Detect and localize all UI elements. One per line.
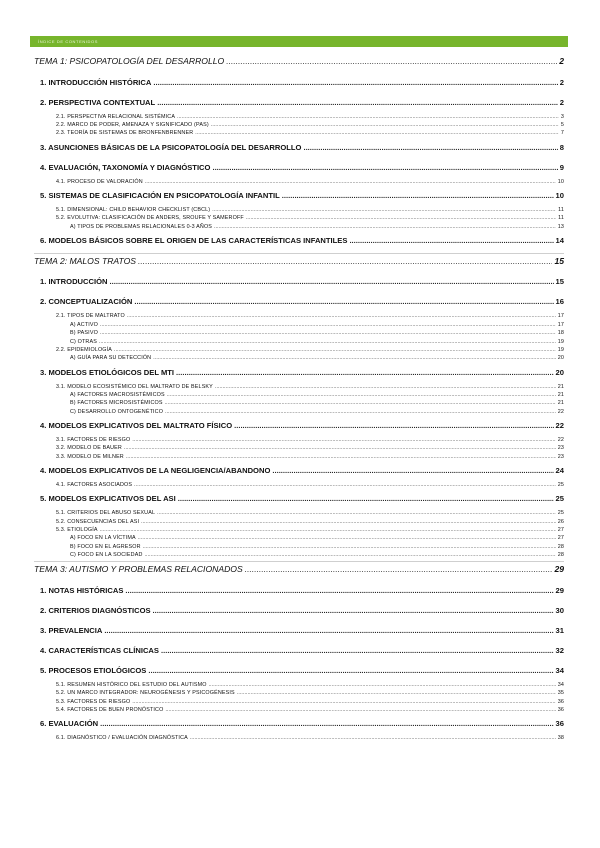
toc-entry-subsub[interactable] (34, 330, 564, 336)
toc-entry-page: 26 (557, 518, 564, 525)
toc-entry-page: 35 (557, 690, 564, 697)
toc-entry-title: 5.4. FACTORES DE BUEN PRONÓSTICO (56, 707, 164, 713)
toc-entry-title: 4.1. FACTORES ASOCIADOS (56, 482, 133, 488)
toc-entry-sub[interactable] (34, 445, 564, 451)
toc-entry-sub[interactable] (34, 707, 564, 713)
dot-leader (282, 191, 554, 200)
toc-entry-sub[interactable] (34, 207, 564, 213)
toc-entry-page: 36 (555, 719, 564, 729)
dot-leader (132, 699, 555, 705)
toc-entry-sec[interactable] (34, 163, 564, 172)
dot-leader (153, 78, 557, 87)
dot-leader (245, 564, 553, 574)
toc-entry-page: 9 (559, 162, 564, 172)
toc-entry-title: 1. INTRODUCCIÓN HISTÓRICA (40, 77, 152, 87)
toc-entry-sub[interactable] (34, 130, 564, 136)
dot-leader (349, 236, 553, 245)
toc-entry-page: 30 (555, 605, 564, 615)
toc-entry-title: A) TIPOS DE PROBLEMAS RELACIONALES 0-3 AÑOS (70, 223, 213, 230)
section-divider (34, 561, 564, 562)
toc-entry-sub[interactable] (34, 690, 564, 696)
toc-entry-sub[interactable] (34, 527, 564, 533)
toc-entry-title: 3. ASUNCIONES BÁSICAS DE LA PSICOPATOLOGÍA DEL DESARROLLO (40, 142, 302, 152)
toc-entry-title: 3.3. MODELO DE MILNER (56, 453, 124, 460)
toc-entry-page: 2 (559, 97, 564, 107)
toc-entry-title: 5.1. RESUMEN HISTÓRICO DEL ESTUDIO DEL AUTISMO (56, 681, 207, 688)
toc-entry-title: 5. MODELOS EXPLICATIVOS DEL ASI (40, 494, 176, 504)
toc-entry-page: 3 (560, 113, 564, 120)
toc-entry-subsub[interactable] (34, 339, 564, 345)
dot-leader (104, 626, 553, 635)
dot-leader (110, 277, 554, 286)
dot-leader (215, 384, 556, 390)
toc-entry-sub[interactable] (34, 384, 564, 390)
toc-entry-page: 34 (557, 681, 564, 688)
toc-entry-subsub[interactable] (34, 322, 564, 328)
toc-entry-page: 23 (557, 453, 564, 460)
toc-entry-sec[interactable] (34, 626, 564, 635)
dot-leader (214, 224, 556, 230)
toc-entry-title: 5.1. DIMENSIONAL: CHILD BEHAVIOR CHECKLIST (CBCL) (56, 206, 211, 213)
toc-entry-title: C) DESARROLLO ONTOGENÉTICO (70, 408, 164, 415)
toc-entry-page: 28 (557, 552, 564, 559)
toc-entry-title: B) FACTORES MICROSISTÉMICOS (70, 400, 163, 407)
toc-entry-title: 4. MODELOS EXPLICATIVOS DE LA NEGLIGENCIA/ABANDONO (40, 466, 271, 475)
toc-entry-sub[interactable] (34, 437, 564, 443)
toc-entry-sec[interactable] (34, 666, 564, 675)
dot-leader (234, 421, 553, 430)
toc-entry-page: 20 (555, 367, 564, 377)
toc-entry-page: 5 (560, 121, 564, 128)
toc-entry-tema[interactable] (34, 564, 564, 574)
dot-leader (134, 482, 556, 488)
toc-entry-title: 4. EVALUACIÓN, TAXONOMÍA Y DIAGNÓSTICO (40, 162, 211, 172)
toc-entry-title: 5.3. ETIOLOGÍA (56, 527, 98, 534)
dot-leader (195, 130, 559, 136)
toc-entry-title: 6. MODELOS BÁSICOS SOBRE EL ORIGEN DE LAS CARACTERÍSTICAS INFANTILES (40, 235, 348, 245)
toc-entry-title: C) FOCO EN LA SOCIEDAD (70, 552, 143, 559)
toc-entry-page: 16 (555, 297, 564, 307)
toc-entry-page: 13 (557, 223, 564, 230)
toc-entry-page: 11 (558, 215, 564, 222)
toc-entry-page: 21 (557, 383, 564, 390)
toc-entry-title: TEMA 3: AUTISMO Y PROBLEMAS RELACIONADOS (34, 564, 243, 575)
dot-leader (165, 707, 555, 713)
toc-entry-title: 1. NOTAS HISTÓRICAS (40, 585, 124, 595)
toc-entry-sec[interactable] (34, 646, 564, 655)
toc-entry-title: A) FACTORES MACROSISTÉMICOS (70, 391, 165, 398)
toc-entry-page: 14 (555, 235, 564, 245)
toc-entry-page: 25 (557, 482, 564, 488)
dot-leader (212, 207, 556, 213)
toc-entry-page: 23 (557, 445, 564, 452)
toc-entry-page: 29 (554, 564, 564, 575)
toc-entry-subsub[interactable] (34, 535, 564, 541)
dot-leader (161, 646, 554, 655)
dot-leader (145, 179, 556, 185)
toc-entry-sec[interactable] (34, 586, 564, 595)
toc-entry-subsub[interactable] (34, 400, 564, 406)
dot-leader (134, 297, 553, 306)
toc-entry-page: 10 (557, 178, 564, 185)
toc-entry-title: 5.2. EVOLUTIVA: CLASIFICACIÓN DE ANDERS, SROUFE Y SAMEROFF (56, 215, 244, 222)
toc-entry-sec[interactable] (34, 236, 564, 245)
toc-entry-page: 19 (557, 338, 564, 345)
toc-entry-title: 3. PREVALENCIA (40, 625, 103, 635)
toc-entry-page: 22 (555, 420, 564, 430)
toc-entry-title: 2.1. PERSPECTIVA RELACIONAL SISTÉMICA (56, 113, 176, 120)
toc-entry-page: 27 (557, 535, 564, 542)
dot-leader (153, 606, 554, 615)
toc-entry-title: B) PASIVO (70, 330, 98, 337)
toc-entry-title: 3. MODELOS ETIOLÓGICOS DEL MTI (40, 367, 175, 377)
dot-leader (190, 735, 556, 741)
toc-entry-page: 22 (557, 408, 564, 415)
dot-leader (212, 163, 557, 172)
toc-entry-sub[interactable] (34, 519, 564, 525)
toc-entry-title: 4. CARACTERÍSTICAS CLÍNICAS (40, 645, 159, 655)
toc-entry-title: A) GUÍA PARA SU DETECCIÓN (70, 355, 152, 362)
toc-entry-sub[interactable] (34, 114, 564, 120)
dot-leader (176, 368, 554, 377)
toc-entry-title: 2. CRITERIOS DIAGNÓSTICOS (40, 605, 151, 615)
toc-entry-sec[interactable] (34, 191, 564, 200)
dot-leader (165, 400, 556, 406)
toc-entry-tema[interactable] (34, 56, 564, 66)
toc-entry-title: 5.1. CRITERIOS DEL ABUSO SEXUAL (56, 510, 156, 517)
toc-entry-title: TEMA 2: MALOS TRATOS (34, 255, 137, 266)
toc-entry-sec[interactable] (34, 494, 564, 503)
toc-entry-page: 36 (557, 707, 564, 713)
toc-entry-sec[interactable] (34, 421, 564, 430)
toc-entry-title: 5.3. FACTORES DE RIESGO (56, 698, 131, 705)
dot-leader (100, 719, 553, 728)
toc-entry-subsub[interactable] (34, 392, 564, 398)
toc-entry-page: 2 (559, 56, 564, 66)
toc-entry-sec[interactable] (34, 277, 564, 286)
toc-entry-sub[interactable] (34, 215, 564, 221)
toc-entry-sec[interactable] (34, 368, 564, 377)
toc-entry-sub[interactable] (34, 510, 564, 516)
toc-entry-title: A) FOCO EN LA VÍCTIMA (70, 535, 136, 542)
toc-entry-sec[interactable] (34, 143, 564, 152)
toc-entry-page: 32 (555, 645, 564, 655)
dot-leader (167, 392, 556, 398)
toc-entry-title: 2. PERSPECTIVA CONTEXTUAL (40, 97, 156, 107)
toc-entry-sec[interactable] (34, 466, 564, 475)
dot-leader (177, 114, 559, 120)
toc-entry-title: 5.2. CONSECUENCIAS DEL ASI (56, 518, 140, 525)
toc-entry-page: 29 (555, 585, 564, 595)
toc-entry-subsub[interactable] (34, 552, 564, 558)
dot-leader (99, 339, 556, 345)
dot-leader (145, 552, 556, 558)
toc-entry-page: 24 (555, 466, 564, 475)
toc-entry-page: 15 (554, 255, 564, 266)
toc-entry-page: 18 (557, 330, 564, 337)
toc-entry-page: 2 (559, 77, 564, 87)
dot-leader (100, 527, 556, 533)
toc-entry-page: 31 (555, 625, 564, 635)
toc-entry-sub[interactable] (34, 179, 564, 185)
toc-entry-page: 21 (557, 391, 564, 398)
section-divider (34, 253, 564, 254)
toc-entry-page: 25 (557, 510, 564, 517)
dot-leader (138, 256, 552, 266)
toc-entry-tema[interactable] (34, 256, 564, 266)
toc-entry-title: B) FOCO EN EL AGRESOR (70, 543, 141, 550)
toc-entry-title: 2. CONCEPTUALIZACIÓN (40, 297, 133, 307)
toc-entry-title: 4.1. PROCESO DE VALORACIÓN (56, 178, 143, 185)
toc-entry-page: 8 (559, 142, 564, 152)
toc-entry-page: 19 (557, 346, 564, 353)
toc-entry-title: 6.1. DIAGNÓSTICO / EVALUACIÓN DIAGNÓSTICA (56, 735, 188, 742)
toc-entry-title: TEMA 1: PSICOPATOLOGÍA DEL DESARROLLO (34, 56, 225, 66)
header-bar (30, 36, 568, 47)
toc-entry-title: A) ACTIVO (70, 321, 99, 328)
toc-entry-subsub[interactable] (34, 409, 564, 415)
dot-leader (246, 215, 556, 221)
toc-entry-title: 3.1. FACTORES DE RIESGO (56, 436, 131, 443)
toc-entry-page: 27 (557, 527, 564, 534)
toc-entry-subsub[interactable] (34, 224, 564, 230)
header-title: ÍNDICE DE CONTENIDOS (38, 39, 99, 44)
toc-entry-page: 34 (555, 665, 564, 675)
dot-leader (124, 445, 556, 451)
dot-leader (114, 347, 556, 353)
toc-entry-title: 2.1. TIPOS DE MALTRATO (56, 313, 125, 320)
toc-entry-title: 2.2. MARCO DE PODER, AMENAZA Y SIGNIFICADO (PAS) (56, 121, 209, 128)
toc-entry-sec[interactable] (34, 98, 564, 107)
toc-entry-sec[interactable] (34, 719, 564, 728)
toc-entry-title: 3.2. MODELO DE BAUER (56, 445, 122, 452)
toc-entry-page: 11 (558, 206, 564, 213)
toc-entry-page: 17 (557, 313, 564, 320)
dot-leader (211, 122, 559, 128)
dot-leader (157, 98, 558, 107)
dot-leader (153, 355, 555, 361)
toc-entry-page: 17 (557, 321, 564, 328)
dot-leader (141, 519, 556, 525)
toc-entry-sub[interactable] (34, 347, 564, 353)
toc-entry-sec[interactable] (34, 297, 564, 306)
dot-leader (125, 586, 553, 595)
toc-entry-title: 2.2. EPIDEMIOLOGÍA (56, 346, 113, 353)
toc-entry-sec[interactable] (34, 78, 564, 87)
toc-entry-subsub[interactable] (34, 355, 564, 361)
toc-entry-page: 21 (557, 400, 564, 407)
dot-leader (237, 690, 556, 696)
dot-leader (100, 330, 556, 336)
toc-entry-sub[interactable] (34, 122, 564, 128)
toc-entry-title: 1. INTRODUCCIÓN (40, 277, 108, 287)
toc-entry-title: 3.1. MODELO ECOSISTÉMICO DEL MALTRATO DE BELSKY (56, 383, 213, 390)
toc-entry-page: 10 (555, 190, 564, 200)
toc-entry-page: 20 (557, 355, 564, 362)
toc-entry-title: 2.3. TEORÍA DE SISTEMAS DE BRONFENBRENNER (56, 130, 194, 137)
dot-leader (157, 510, 556, 516)
toc-entry-sub[interactable] (34, 699, 564, 705)
toc-entry-title: C) OTRAS (70, 338, 97, 345)
toc-entry-page: 22 (557, 436, 564, 443)
toc-entry-title: 5. PROCESOS ETIOLÓGICOS (40, 665, 147, 675)
toc-entry-sub[interactable] (34, 313, 564, 319)
dot-leader (209, 682, 556, 688)
dot-leader (148, 666, 553, 675)
toc-entry-page: 15 (555, 277, 564, 287)
dot-leader (126, 454, 556, 460)
toc-entry-sub[interactable] (34, 682, 564, 688)
dot-leader (143, 544, 556, 550)
toc-entry-sub[interactable] (34, 482, 564, 488)
toc-entry-page: 25 (555, 494, 564, 504)
toc-entry-sec[interactable] (34, 606, 564, 615)
toc-entry-title: 5.2. UN MARCO INTEGRADOR: NEUROGÉNESIS Y PSICOGÉNESIS (56, 690, 235, 697)
dot-leader (226, 56, 557, 66)
toc-entry-page: 38 (557, 735, 564, 742)
toc-entry-title: 5. SISTEMAS DE CLASIFICACIÓN EN PSICOPATOLOGÍA INFANTIL (40, 190, 280, 200)
dot-leader (165, 409, 556, 415)
dot-leader (100, 322, 556, 328)
dot-leader (272, 466, 553, 475)
toc-entry-page: 28 (557, 543, 564, 550)
dot-leader (303, 143, 557, 152)
toc-entry-page: 36 (557, 698, 564, 705)
dot-leader (178, 494, 554, 503)
toc-entry-sub[interactable] (34, 454, 564, 460)
toc-entry-title: 4. MODELOS EXPLICATIVOS DEL MALTRATO FÍSICO (40, 420, 233, 430)
toc-entry-page: 7 (560, 130, 564, 137)
toc-entry-title: 6. EVALUACIÓN (40, 719, 99, 729)
dot-leader (127, 313, 556, 319)
dot-leader (132, 437, 555, 443)
toc-entry-sub[interactable] (34, 735, 564, 741)
dot-leader (138, 535, 556, 541)
toc-entry-subsub[interactable] (34, 544, 564, 550)
